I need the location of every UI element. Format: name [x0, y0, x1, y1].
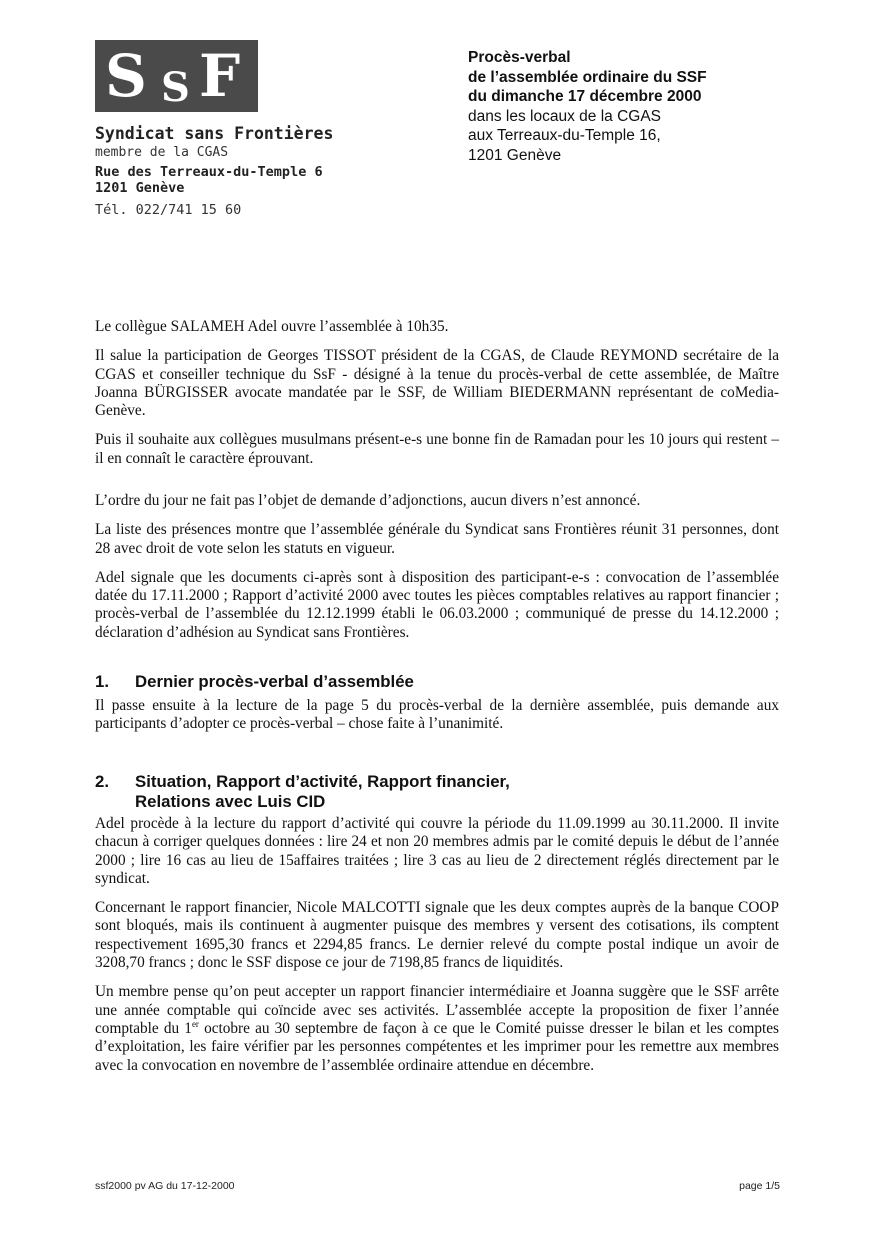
section-heading [95, 672, 779, 692]
header-subtitle: de l’assemblée ordinaire du SSF [468, 68, 707, 86]
org-phone: Tél. 022/741 15 60 [95, 202, 242, 218]
section-title-line: Relations avec Luis CID [135, 792, 326, 811]
paragraph-text: octobre au 30 septembre de façon à ce que le Comité puisse dresser le bilan et les comptes d’exploitation, les faire vérifier par les personnes compétentes et les imprimer pour les remettre aux membres avec la convocation en novembre de l’assemblée ordinaire attendue en décembre. [95, 1019, 779, 1074]
document-header [468, 48, 798, 165]
logo-letter-s-small: S [161, 64, 190, 111]
intro-paragraph: Puis il souhaite aux collègues musulmans présent-e-s une bonne fin de Ramadan pour les 10 jours qui restent – il en connaît le caractère éprouvant. [95, 431, 779, 467]
agenda-paragraph: La liste des présences montre que l’assemblée générale du Syndicat sans Frontières réunit 31 personnes, dont 28 avec droit de vote selon les statuts en vigueur. [95, 521, 779, 557]
intro-paragraph: Il salue la participation de Georges TISSOT président de la CGAS, de Claude REYMOND secrétaire de la CGAS et conseiller technique du SsF - désigné à la tenue du procès-verbal de cette assemblée, de Maître Joanna BÜRGISSER avocate mandatée par le SSF, de William BIEDERMANN représentant de coMedia-Genève. [95, 347, 779, 420]
section-title-line: Situation, Rapport d’activité, Rapport financier, [135, 772, 510, 791]
agenda-block [95, 492, 779, 653]
header-address: aux Terreaux-du-Temple 16, [468, 127, 661, 144]
header-title: Procès-verbal [468, 49, 571, 66]
org-city: 1201 Genève [95, 180, 185, 196]
header-location: dans les locaux de la CGAS [468, 107, 661, 125]
ssf-logo [95, 40, 258, 112]
org-address [95, 164, 323, 196]
logo-letter-s-large: S [105, 42, 147, 110]
intro-block [95, 318, 779, 479]
header-city: 1201 Genève [468, 146, 562, 164]
org-name: Syndicat sans Frontières [95, 124, 334, 143]
section-heading [95, 772, 779, 812]
section-paragraph: Concernant le rapport financier, Nicole MALCOTTI signale que les deux comptes auprès de la banque COOP sont bloqués, mais ils continuent à augmenter puisque des membres y versent des cotisations, ils comptent respectivement 1695,30 francs et 2294,85 francs. Le dernier relevé du compte postal indique un avoir de 3208,70 francs ; donc le SSF dispose ce jour de 7198,85 francs de liquidités. [95, 899, 779, 972]
section-2 [95, 772, 779, 1086]
section-title [135, 772, 779, 812]
section-paragraph [95, 983, 779, 1074]
org-membership: membre de la CGAS [95, 145, 229, 160]
footer-filename: ssf2000 pv AG du 17-12-2000 [95, 1180, 235, 1192]
logo-lettering [95, 40, 258, 112]
section-title: Dernier procès-verbal d’assemblée [135, 672, 414, 691]
org-street: Rue des Terreaux-du-Temple 6 [95, 164, 323, 180]
section-1 [95, 672, 779, 745]
agenda-paragraph: L’ordre du jour ne fait pas l’objet de demande d’adjonctions, aucun divers n’est annoncé. [95, 492, 641, 509]
section-paragraph: Il passe ensuite à la lecture de la page 5 du procès-verbal de la dernière assemblée, puis demande aux participants d’adopter ce procès-verbal – chose faite à l’unanimité. [95, 697, 779, 733]
section-number: 1. [95, 672, 109, 691]
intro-paragraph: Le collègue SALAMEH Adel ouvre l’assemblée à 10h35. [95, 318, 449, 335]
agenda-paragraph: Adel signale que les documents ci-après sont à disposition des participant-e-s : convocation de l’assemblée datée du 17.11.2000 ; Rapport d’activité 2000 avec toutes les pièces comptables relatives au rapport financier ; procès-verbal de l’assemblée du 12.12.1999 établi le 06.03.2000 ; communiqué de presse du 14.12.2000 ; déclaration d’adhésion au Syndicat sans Frontières. [95, 568, 779, 641]
header-date: du dimanche 17 décembre 2000 [468, 88, 702, 105]
paragraph-text: Un membre pense qu’on peut accepter un rapport financier intermédiaire et Joanna suggère que le SSF arrête une année comptable qui coïncide avec ses activités. L’assemblée accepte la proposition de fixer l’année comptable du 1 [95, 983, 779, 1037]
section-number: 2. [95, 772, 109, 791]
logo-letter-f: F [199, 42, 241, 110]
section-paragraph: Adel procède à la lecture du rapport d’activité qui couvre la période du 11.09.1999 au 30.11.2000. Il invite chacun à corriger quelques données : lire 24 et non 20 membres admis par le comité depuis le début de l’année 2000 ; lire 16 cas au lieu de 15affaires traitées ; lire 3 cas au lieu de 2 directement réglés directement par le syndicat. [95, 815, 779, 887]
footer-page-number: page 1/5 [739, 1180, 780, 1192]
superscript: er [191, 1018, 199, 1029]
